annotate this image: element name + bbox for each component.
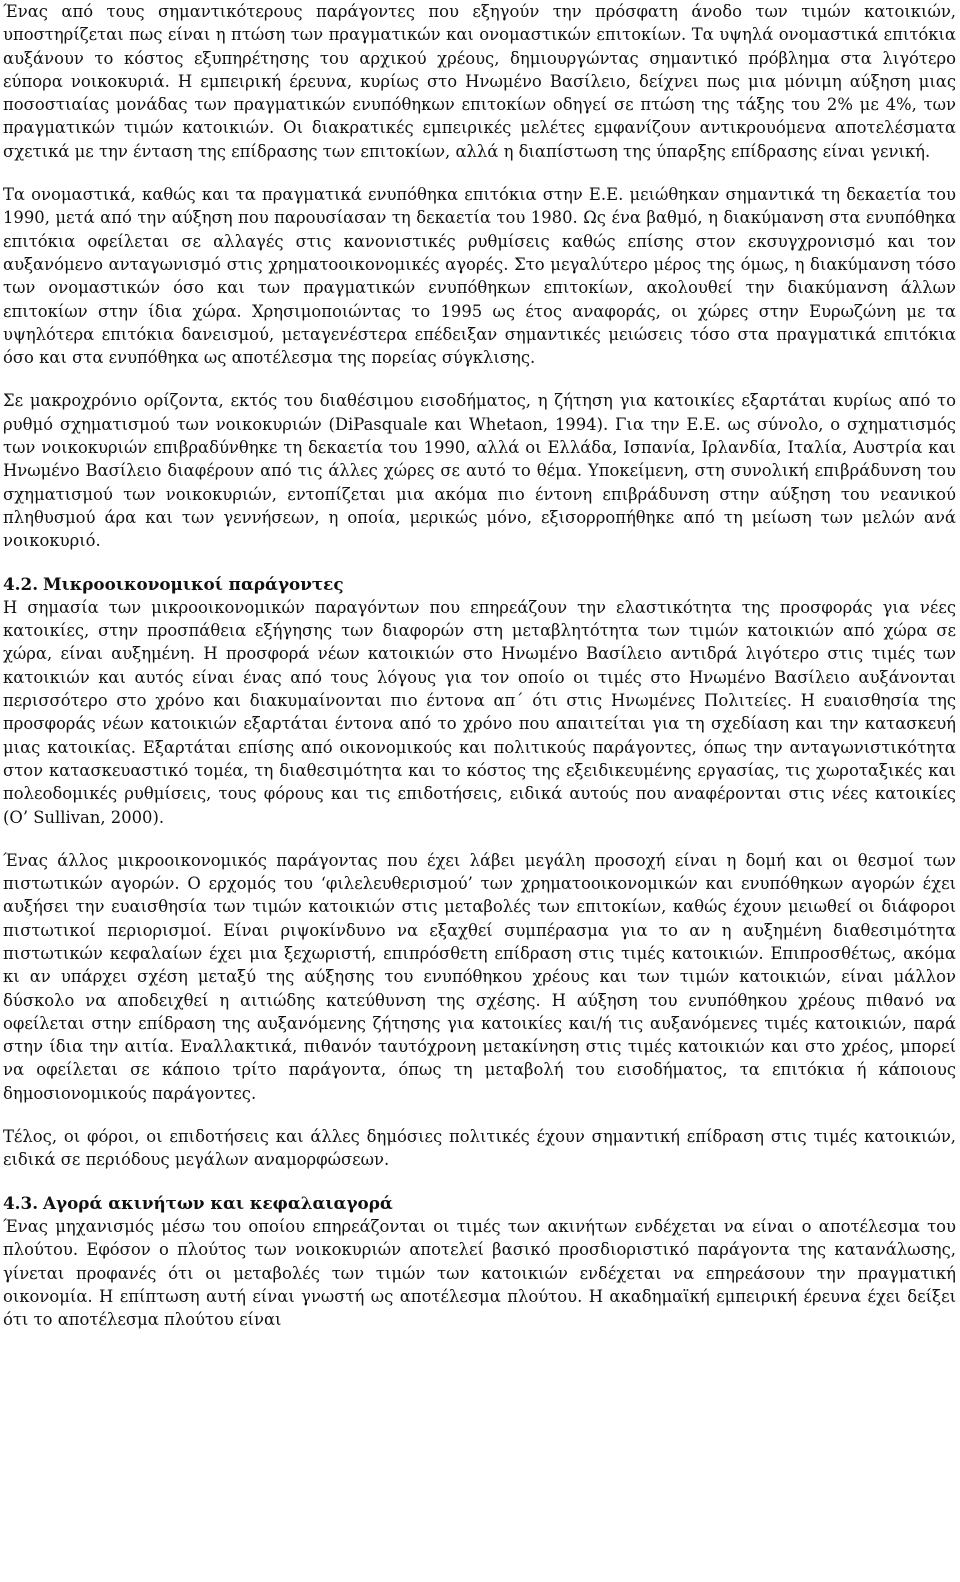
paragraph-household-formation: Σε μακροχρόνιο ορίζοντα, εκτός του διαθέσιμου εισοδήματος, η ζήτηση για κατοικίες εξαρτάται κυρίως από το ρυθμό σχηματισμού των νοικοκυριών (DiPasquale και Whetaon, 1994). Για την Ε.Ε. ως σύνολο, ο σχηματισμός των νοικοκυριών επιβραδύνθηκε τη δεκαετία του 1990, αλλά οι Ελλάδα, Ισπανία, Ιρλανδία, Ιταλία, Αυστρία και Ηνωμένο Βασίλειο διαφέρουν από τις άλλες χώρες σε αυτό το θέμα. Υποκείμενη, στη συνολική επιβράδυνση του σχηματισμού των νοικοκυριών, εντοπίζεται μια ακόμα πιο έντονη επιβράδυνση στην αύξηση του νεανικού πληθυσμού άρα και των γεννήσεων, η οποία, μερικώς μόνο, εξισορροπήθηκε από τη μείωση των μελών ανά νοικοκυριό. xyxy=(3,391,956,551)
paragraph-supply-elasticity: Η σημασία των μικροοικονομικών παραγόντων που επηρεάζουν την ελαστικότητα της προσφοράς για νέες κατοικίες, στην προσπάθεια εξήγησης των διαφορών στη μεταβλητότητα των τιμών κατοικιών από χώρα σε χώρα, είναι αυξημένη. Η προσφορά νέων κατοικιών στο Ηνωμένο Βασίλειο αντιδρά λιγότερο στις τιμές των κατοικιών και αυτός είναι ένας από τους λόγους για τον οποίο οι τιμές στο Ηνωμένο Βασίλειο αυξάνονται περισσότερο στο χρόνο και διακυμαίνονται πιο έντονα απ΄ ότι στις Ηνωμένες Πολιτείες. Η ευαισθησία της προσφοράς νέων κατοικιών εξαρτάται έντονα από το χρόνο που απαιτείται για τη σχεδίαση και την κατασκευή μιας κατοικίας. Εξαρτάται επίσης από οικονομικούς και πολιτικούς παράγοντες, όπως την ανταγωνιστικότητα στον κατασκευαστικό τομέα, τη διαθεσιμότητα και το κόστος της εξειδικευμένης εργασίας, τις χωροταξικές και πολεοδομικές ρυθμίσεις, τους φόρους και τις επιδοτήσεις, ειδικά αυτούς που αναφέρονται στις νέες κατοικίες (O’ Sullivan, 2000). xyxy=(3,597,956,827)
section-number: 4.2. xyxy=(3,573,39,594)
paragraph-interest-rates: Ένας από τους σημαντικότερους παράγοντες που εξηγούν την πρόσφατη άνοδο των τιμών κατοικιών, υποστηρίζεται πως είναι η πτώση των πραγματικών και ονομαστικών επιτοκίων. Τα υψηλά ονομαστικά επιτόκια αυξάνουν το κόστος εξυπηρέτησης του αρχικού χρέους, δημιουργώντας σημαντικό πρόβλημα στα λιγότερο εύπορα νοικοκυριά. Η εμπειρική έρευνα, κυρίως στο Ηνωμένο Βασίλειο, δείχνει πως μια μόνιμη αύξηση μιας ποσοστιαίας μονάδας των πραγματικών ενυπόθηκων επιτοκίων οδηγεί σε πτώση της τάξης του 2% με 4%, των πραγματικών τιμών κατοικιών. Οι διακρατικές εμπειρικές μελέτες εμφανίζουν αντικρουόμενα αποτελέσματα σχετικά με την ένταση της επίδρασης των επιτοκίων, αλλά η διαπίστωση της ύπαρξης επίδρασης είναι γενική. xyxy=(3,2,956,161)
paragraph-mortgage-rates-eu: Τα ονομαστικά, καθώς και τα πραγματικά ενυπόθηκα επιτόκια στην Ε.Ε. μειώθηκαν σημαντικά τη δεκαετία του 1990, μετά από την αύξηση που παρουσίασαν τη δεκαετία του 1980. Ως ένα βαθμό, η διακύμανση στα ενυπόθηκα επιτόκια οφείλεται σε αλλαγές στις κανονιστικές ρυθμίσεις καθώς επίσης στον εκσυγχρονισμό και τον αυξανόμενο ανταγωνισμό στις χρηματοοικονομικές αγορές. Στο μεγαλύτερο μέρος της όμως, η διακύμανση τόσο των ονομαστικών όσο και των πραγματικών ενυπόθηκων επιτοκίων, ακολουθεί την διακύμανση άλλων επιτοκίων στην ίδια χώρα. Χρησιμοποιώντας το 1995 ως έτος αναφοράς, οι χώρες στην Ευρωζώνη με τα υψηλότερα επιτόκια δανεισμού, μεταγενέστερα επέδειξαν σημαντικές μειώσεις τόσο στα πραγματικά επιτόκια όσο και στα ενυπόθηκα ως αποτέλεσμα της πορείας σύγκλισης. xyxy=(3,185,956,368)
section-title: Αγορά ακινήτων και κεφαλαιαγορά xyxy=(43,1192,393,1213)
paragraph-credit-markets: Ένας άλλος μικροοικονομικός παράγοντας που έχει λάβει μεγάλη προσοχή είναι η δομή και οι θεσμοί των πιστωτικών αγορών. Ο ερχομός του ‘φιλελευθερισμού’ των χρηματοοικονομικών και ενυπόθηκων αγορών έχει αυξήσει την ευαισθησία των τιμών κατοικιών στις μεταβολές των επιτοκίων, καθώς έχουν μειωθεί οι διάφοροι πιστωτικοί περιορισμοί. Είναι ριψοκίνδυνο να εξαχθεί συμπέρασμα για το αν η αυξημένη διαθεσιμότητα πιστωτικών κεφαλαίων έχει μια ξεχωριστή, επιπρόσθετη επίδραση στις τιμές κατοικιών. Επιπροσθέτως, ακόμα κι αν υπάρχει σχέση μεταξύ της αύξησης του ενυπόθηκου χρέους και των τιμών κατοικιών, είναι μάλλον δύσκολο να αποδειχθεί η αιτιώδης κατεύθυνση της σχέσης. Η αύξηση του ενυπόθηκου χρέους πιθανό να οφείλεται στην επίδραση της αυξανόμενης ζήτησης για κατοικίες και/ή τις αυξανόμενες τιμές κατοικιών, παρά στην ίδια την αιτία. Εναλλακτικά, πιθανόν ταυτόχρονη μετακίνηση στις τιμές κατοικιών και στο χρέος, μπορεί να οφείλεται σε κάποιο τρίτο παράγοντα, όπως τη μεταβολή του εισοδήματος, τα επιτόκια ή κάποιους δημοσιονομικούς παράγοντες. xyxy=(3,850,956,1103)
paragraph-taxes-subsidies: Τέλος, οι φόροι, οι επιδοτήσεις και άλλες δημόσιες πολιτικές έχουν σημαντική επίδραση στις τιμές κατοικιών, ειδικά σε περιόδους μεγάλων αναμορφώσεων. xyxy=(3,1127,956,1170)
section-heading-4-3 xyxy=(3,1192,956,1215)
document-page xyxy=(3,0,956,1331)
paragraph-wealth-effect: Ένας μηχανισμός μέσω του οποίου επηρεάζονται οι τιμές των ακινήτων ενδέχεται να είναι ο αποτέλεσμα του πλούτου. Εφόσον ο πλούτος των νοικοκυριών αποτελεί βασικό προσδιοριστικό παράγοντα της κατανάλωσης, γίνεται προφανές ότι οι μεταβολές των τιμών των κατοικιών ενδέχεται να επηρεάσουν την πραγματική οικονομία. Η επίπτωση αυτή είναι γνωστή ως αποτέλεσμα πλούτου. Η ακαδημαϊκή εμπειρική έρευνα έχει δείξει ότι το αποτέλεσμα πλούτου είναι xyxy=(3,1216,956,1330)
section-number: 4.3. xyxy=(3,1192,39,1213)
section-heading-4-2 xyxy=(3,573,956,596)
section-title: Μικροοικονομικοί παράγοντες xyxy=(43,573,344,594)
